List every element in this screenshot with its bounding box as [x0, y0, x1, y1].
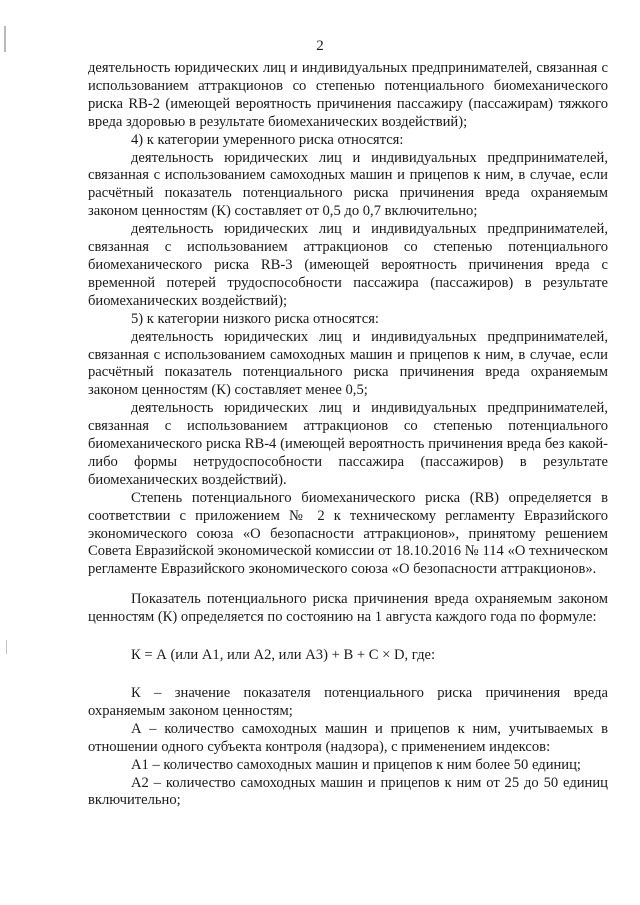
- formula: К = А (или А1, или А2, или А3) + В + С × D, где:: [131, 647, 436, 664]
- paragraph: 5) к категории низкого риска относятся:: [131, 310, 379, 327]
- page-number: 2: [316, 38, 324, 54]
- document-body: [88, 60, 608, 810]
- definition: А1 – количество самоходных машин и прицепов к ним более 50 единиц;: [131, 756, 581, 773]
- paragraph: деятельность юридических лиц и индивидуальных предпринимателей, связанная с использованием аттракционов со степенью потенциального биомеханического риска RB-4 (имеющей вероятность причинения вреда без какой-либо формы нетрудоспособности пассажира (пассажиров) в результате биомеханических воздействий).: [88, 400, 608, 488]
- paragraph: 4) к категории умеренного риска относятся:: [131, 131, 404, 148]
- definition: К – значение показателя потенциального риска причинения вреда охраняемым законом ценностям;: [88, 685, 608, 719]
- definition: А2 – количество самоходных машин и прицепов к ним от 25 до 50 единиц включительно;: [88, 774, 608, 809]
- paragraph: деятельность юридических лиц и индивидуальных предпринимателей, связанная с использованием аттракционов со степенью потенциального биомеханического риска RB-2 (имеющей вероятность причинения пассажиру (пассажирам) тяжкого вреда здоровью в результате биомеханических воздействий);: [88, 60, 608, 130]
- paragraph: Степень потенциального биомеханического риска (RB) определяется в соответствии с приложением № 2 к техническому регламенту Евразийского экономического союза «О безопасности аттракционов», принятому решением Совета Евразийской экономической комиссии от 18.10.2016 № 114 «О техническом регламенте Евразийского экономического союза «О безопасности аттракционов».: [88, 489, 608, 578]
- paragraph: Показатель потенциального риска причинения вреда охраняемым законом ценностям (К) определяется по состоянию на 1 августа каждого года по формуле:: [88, 591, 608, 626]
- paragraph: деятельность юридических лиц и индивидуальных предпринимателей, связанная с использованием самоходных машин и прицепов к ним, в случае, если расчётный показатель потенциального риска причинения вреда охраняемым законом ценностям (К) составляет менее 0,5;: [88, 328, 608, 399]
- paragraph: деятельность юридических лиц и индивидуальных предпринимателей, связанная с использованием самоходных машин и прицепов к ним, в случае, если расчётный показатель потенциального риска причинения вреда охраняемым законом ценностям (К) составляет от 0,5 до 0,7 включительно;: [88, 149, 608, 220]
- scan-edge-mark: [4, 26, 6, 52]
- definition: А – количество самоходных машин и прицепов к ним, учитываемых в отношении одного субъекта контроля (надзора), с применением индексов:: [88, 720, 608, 755]
- scan-edge-mark: [6, 640, 7, 654]
- paragraph: деятельность юридических лиц и индивидуальных предпринимателей, связанная с использованием аттракционов со степенью потенциального биомеханического риска RB-3 (имеющей вероятность причинения вреда с временной потерей трудоспособности пассажира (пассажиров) в результате биомеханических воздействий);: [88, 221, 608, 309]
